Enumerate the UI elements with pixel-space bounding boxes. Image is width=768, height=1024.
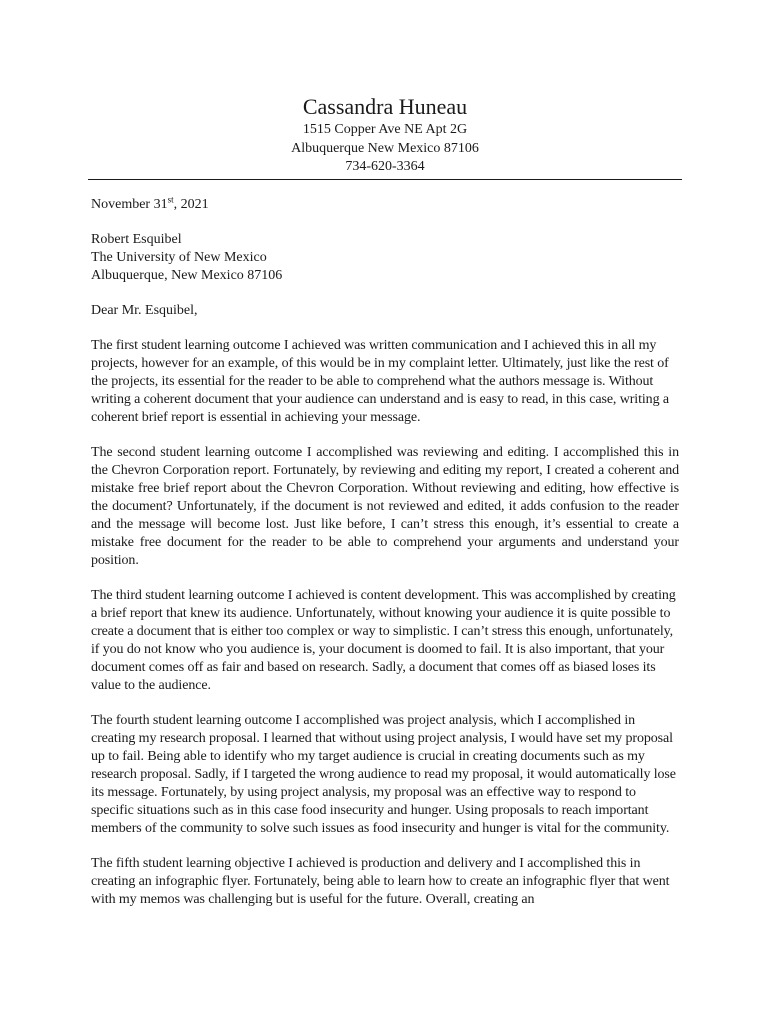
header-divider (88, 179, 682, 180)
body-paragraph-5: The fifth student learning objective I achieved is production and delivery and I accomplished this in creating an infographic flyer. Fortunately, being able to learn how to create an infographic flyer that went with my memos was challenging but is useful for the future. Overall, creating an (91, 855, 670, 907)
letterhead (91, 93, 679, 177)
body-paragraph-1: The first student learning outcome I achieved was written communication and I achieved this in all my projects, however for an example, of this would be in my complaint letter. Ultimately, just like the rest of the projects, its essential for the reader to be able to comprehend what the authors message is. Without writing a coherent document that your audience can understand and is easy to read, in this case, writing a coherent brief report is essential in achieving your message. (91, 337, 669, 425)
date-year: , 2021 (173, 196, 209, 212)
sender-address-line2: Albuquerque New Mexico 87106 (291, 140, 479, 156)
body-paragraph-3: The third student learning outcome I achieved is content development. This was accomplished by creating a brief report that knew its audience. Unfortunately, without knowing your audience it is quite possible to create a document that is either too complex or way to simplistic. I can’t stress this enough, unfortunately, if you do not know who you audience is, your document is doomed to fail. It is also important, that your document comes off as fair and based on research. Sadly, a document that comes off as biased loses its value to the audience. (91, 587, 676, 693)
salutation: Dear Mr. Esquibel, (91, 302, 198, 318)
sender-phone: 734-620-3364 (345, 159, 425, 174)
recipient-city-state-zip: Albuquerque, New Mexico 87106 (91, 267, 283, 283)
recipient-name: Robert Esquibel (91, 231, 182, 247)
recipient-organization: The University of New Mexico (91, 249, 267, 265)
recipient-block (91, 231, 679, 285)
date-month-day: November 31 (91, 196, 168, 212)
body-paragraph-4: The fourth student learning outcome I accomplished was project analysis, which I accomplished in creating my research proposal. I learned that without using project analysis, I would have set my proposal up to fail. Being able to identify who my target audience is crucial in creating documents such as my research proposal. Sadly, if I targeted the wrong audience to read my proposal, it would automatically lose its message. Fortunately, by using project analysis, my proposal was an effective way to respond to specific situations such as in this case food insecurity and hunger. Using proposals to reach important members of the community to solve such issues as food insecurity and hunger is vital for the community. (91, 712, 676, 836)
sender-address-line1: 1515 Copper Ave NE Apt 2G (302, 122, 468, 137)
body-paragraph-2: The second student learning outcome I accomplished was reviewing and editing. I accomplished this in the Chevron Corporation report. Fortunately, by reviewing and editing my report, I created a coherent and mistake free brief report about the Chevron Corporation. Without reviewing and editing, how effective is the document? Unfortunately, if the document is not reviewed and edited, it adds confusion to the reader and the message will become lost. Just like before, I can’t stress this enough, it’s essential to create a mistake free document for the reader to be able to comprehend your arguments and understand your position. (91, 444, 679, 568)
date-suffix: st (167, 193, 174, 204)
letter-date (91, 193, 679, 214)
letter-page (91, 93, 679, 909)
sender-name: Cassandra Huneau (302, 94, 468, 119)
